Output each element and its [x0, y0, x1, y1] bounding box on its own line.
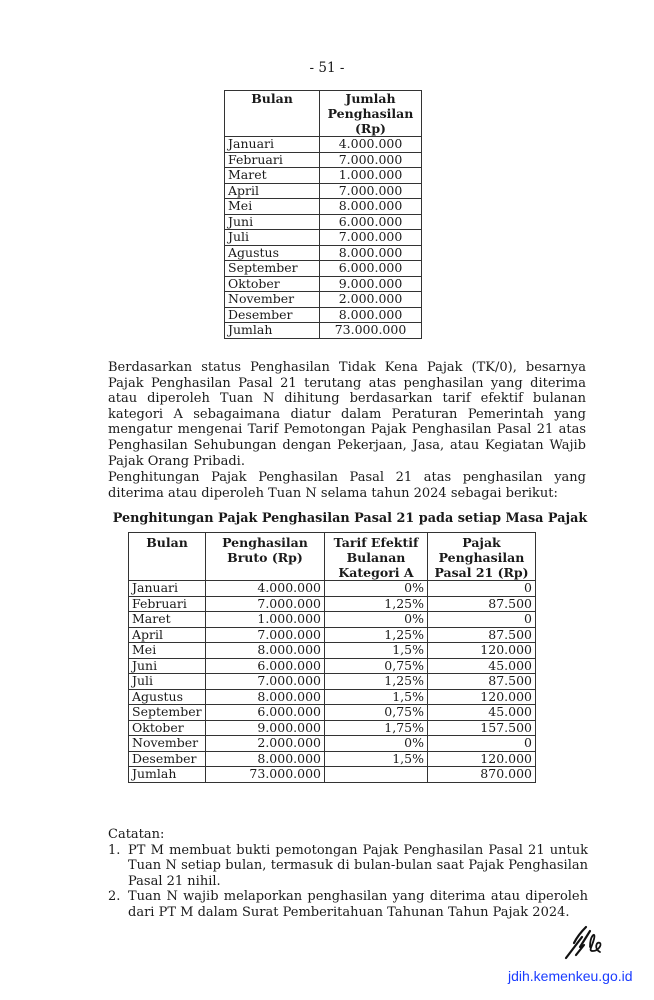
- income-cell: 8.000.000: [320, 307, 422, 323]
- table-row: [129, 751, 536, 767]
- note-number: 2.: [108, 889, 121, 905]
- table-row: [225, 230, 422, 246]
- gross-income-cell: 2.000.000: [206, 736, 325, 752]
- table-row: [225, 137, 422, 153]
- table-row: [225, 245, 422, 261]
- table-row: [225, 168, 422, 184]
- gross-income-cell: 73.000.000: [206, 767, 325, 783]
- note-text: Tuan N wajib melaporkan penghasilan yang diterima atau diperoleh dari PT M dalam Surat Pemberitahuan Tahunan Tahun Pajak 2024.: [128, 889, 588, 920]
- gross-income-cell: 1.000.000: [206, 612, 325, 628]
- income-cell: 8.000.000: [320, 199, 422, 215]
- note-number: 1.: [108, 842, 121, 858]
- income-cell: 9.000.000: [320, 276, 422, 292]
- tax-cell: 45.000: [428, 705, 536, 721]
- note-item: [108, 889, 588, 920]
- table-row: [225, 307, 422, 323]
- total-row: [129, 767, 536, 783]
- gross-income-cell: 8.000.000: [206, 643, 325, 659]
- rate-cell: 1,25%: [325, 627, 428, 643]
- gross-income-cell: 7.000.000: [206, 627, 325, 643]
- tax-cell: 87.500: [428, 674, 536, 690]
- table-row: [129, 612, 536, 628]
- gross-income-cell: 7.000.000: [206, 674, 325, 690]
- rate-cell: 1,75%: [325, 720, 428, 736]
- income-cell: 1.000.000: [320, 168, 422, 184]
- month-cell: Agustus: [129, 689, 206, 705]
- tax-cell: 870.000: [428, 767, 536, 783]
- month-cell: Oktober: [225, 276, 320, 292]
- gross-income-cell: 6.000.000: [206, 705, 325, 721]
- rate-cell: 1,5%: [325, 643, 428, 659]
- month-cell: Oktober: [129, 720, 206, 736]
- month-cell: Februari: [129, 596, 206, 612]
- month-cell: Agustus: [225, 245, 320, 261]
- gross-income-cell: 8.000.000: [206, 689, 325, 705]
- month-cell: Juni: [225, 214, 320, 230]
- rate-cell: 0%: [325, 612, 428, 628]
- month-cell: November: [129, 736, 206, 752]
- table-caption: Penghitungan Pajak Penghasilan Pasal 21 pada setiap Masa Pajak: [112, 511, 588, 526]
- header-jumlah-penghasilan: Jumlah Penghasilan (Rp): [320, 91, 422, 137]
- gross-income-cell: 6.000.000: [206, 658, 325, 674]
- notes-title: Catatan:: [108, 827, 165, 842]
- gross-income-cell: 8.000.000: [206, 751, 325, 767]
- paragraph-tax-basis: Berdasarkan status Penghasilan Tidak Kena Pajak (TK/0), besarnya Pajak Penghasilan Pasal 21 terutang atas penghasilan yang diterima atau diperoleh Tuan N dihitung berdasarkan tarif efektif bulanan kategori A sebagaimana diatur dalam Peraturan Pemerintah yang mengatur mengenai Tarif Pemotongan Pajak Penghasilan Pasal 21 atas Penghasilan Sehubungan dengan Pekerjaan, Jasa, atau Kegiatan Wajib Pajak Orang Pribadi.: [108, 360, 586, 469]
- income-cell: 6.000.000: [320, 261, 422, 277]
- table-row: [129, 581, 536, 597]
- table-row: [129, 596, 536, 612]
- income-cell: 73.000.000: [320, 323, 422, 339]
- month-cell: Maret: [225, 168, 320, 184]
- table-row: [129, 674, 536, 690]
- tax-cell: 0: [428, 736, 536, 752]
- income-cell: 8.000.000: [320, 245, 422, 261]
- notes-section: [108, 827, 588, 921]
- month-cell: Maret: [129, 612, 206, 628]
- income-cell: 7.000.000: [320, 152, 422, 168]
- month-cell: Desember: [129, 751, 206, 767]
- table-header-row: [225, 91, 422, 137]
- income-cell: 7.000.000: [320, 230, 422, 246]
- tax-cell: 87.500: [428, 627, 536, 643]
- month-cell: April: [129, 627, 206, 643]
- month-cell: November: [225, 292, 320, 308]
- rate-cell: 0,75%: [325, 705, 428, 721]
- income-cell: 2.000.000: [320, 292, 422, 308]
- gross-income-cell: 9.000.000: [206, 720, 325, 736]
- header-bulan: Bulan: [225, 91, 320, 137]
- tax-calculation-table: [128, 532, 536, 783]
- income-cell: 6.000.000: [320, 214, 422, 230]
- tax-cell: 0: [428, 581, 536, 597]
- table-row: [129, 736, 536, 752]
- table-row: [129, 627, 536, 643]
- month-cell: Juli: [129, 674, 206, 690]
- income-table: [224, 90, 422, 339]
- rate-cell: 1,5%: [325, 689, 428, 705]
- gross-income-cell: 4.000.000: [206, 581, 325, 597]
- table-row: [225, 152, 422, 168]
- source-link[interactable]: jdih.kemenkeu.go.id: [508, 968, 633, 984]
- month-cell: Juni: [129, 658, 206, 674]
- month-cell: Jumlah: [225, 323, 320, 339]
- month-cell: Januari: [129, 581, 206, 597]
- header-bulan: Bulan: [129, 533, 206, 581]
- rate-cell: 1,25%: [325, 674, 428, 690]
- month-cell: Januari: [225, 137, 320, 153]
- table-row: [129, 705, 536, 721]
- month-cell: September: [225, 261, 320, 277]
- table-row: [225, 183, 422, 199]
- rate-cell: 0%: [325, 736, 428, 752]
- gross-income-cell: 7.000.000: [206, 596, 325, 612]
- table-row: [129, 658, 536, 674]
- month-cell: September: [129, 705, 206, 721]
- header-pajak-penghasilan: Pajak Penghasilan Pasal 21 (Rp): [428, 533, 536, 581]
- month-cell: Mei: [225, 199, 320, 215]
- table-row: [225, 261, 422, 277]
- page-number: - 51 -: [309, 60, 345, 76]
- rate-cell: 0,75%: [325, 658, 428, 674]
- header-tarif-efektif: Tarif Efektif Bulanan Kategori A: [325, 533, 428, 581]
- signature-initials-icon: [560, 925, 610, 960]
- tax-cell: 157.500: [428, 720, 536, 736]
- total-row: [225, 323, 422, 339]
- rate-cell: [325, 767, 428, 783]
- table-header-row: [129, 533, 536, 581]
- tax-cell: 120.000: [428, 643, 536, 659]
- tax-cell: 45.000: [428, 658, 536, 674]
- table-row: [129, 643, 536, 659]
- month-cell: Februari: [225, 152, 320, 168]
- month-cell: Jumlah: [129, 767, 206, 783]
- rate-cell: 1,5%: [325, 751, 428, 767]
- tax-cell: 120.000: [428, 689, 536, 705]
- table-row: [225, 199, 422, 215]
- table-row: [129, 689, 536, 705]
- month-cell: Mei: [129, 643, 206, 659]
- table-row: [225, 292, 422, 308]
- rate-cell: 0%: [325, 581, 428, 597]
- income-cell: 4.000.000: [320, 137, 422, 153]
- rate-cell: 1,25%: [325, 596, 428, 612]
- table-row: [129, 720, 536, 736]
- tax-cell: 87.500: [428, 596, 536, 612]
- month-cell: April: [225, 183, 320, 199]
- paragraph-calculation-intro: Penghitungan Pajak Penghasilan Pasal 21 atas penghasilan yang diterima atau diperoleh Tuan N selama tahun 2024 sebagai berikut:: [108, 470, 586, 501]
- table-row: [225, 276, 422, 292]
- table-row: [225, 214, 422, 230]
- tax-cell: 0: [428, 612, 536, 628]
- note-text: PT M membuat bukti pemotongan Pajak Penghasilan Pasal 21 untuk Tuan N setiap bulan, termasuk di bulan-bulan saat Pajak Penghasilan Pasal 21 nihil.: [128, 842, 588, 889]
- header-penghasilan-bruto: Penghasilan Bruto (Rp): [206, 533, 325, 581]
- month-cell: Juli: [225, 230, 320, 246]
- income-cell: 7.000.000: [320, 183, 422, 199]
- tax-cell: 120.000: [428, 751, 536, 767]
- note-item: [108, 843, 588, 890]
- month-cell: Desember: [225, 307, 320, 323]
